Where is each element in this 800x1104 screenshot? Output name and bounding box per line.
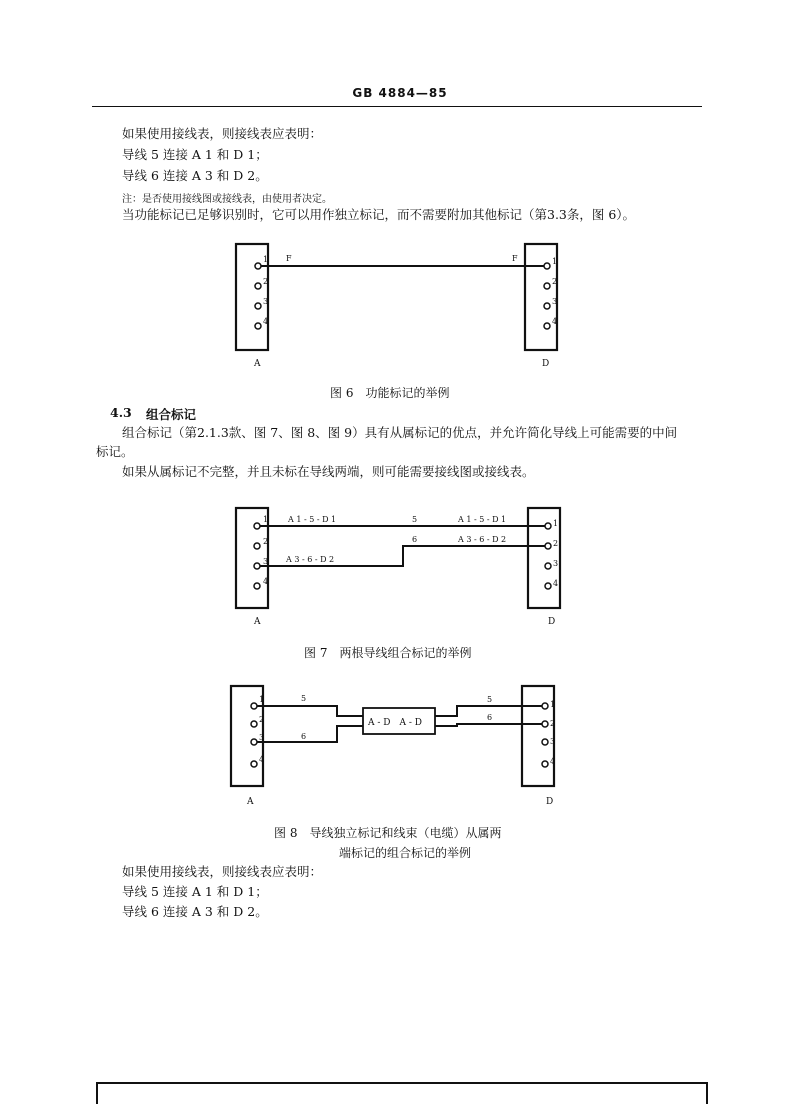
fig6-a-terminal-3: 3 — [263, 297, 269, 306]
fig8-a-terminal-3: 3 — [259, 733, 265, 742]
figure-7-diagram — [230, 504, 580, 629]
fig7-d-terminal-4: 4 — [553, 579, 559, 588]
fig6-d-terminal-2: 2 — [552, 277, 558, 286]
fig8-wire6-right-label: 6 — [487, 713, 493, 722]
fig7-wire5-left-label: A 1 - 5 - D 1 — [288, 515, 337, 524]
fig8-wire5-right-label: 5 — [487, 695, 493, 704]
fig8-a-terminal-4: 4 — [259, 755, 265, 764]
fig7-label-d: D — [548, 617, 556, 627]
intro-note: 注：是否使用接线图或接线表，由使用者决定。 — [122, 194, 332, 205]
fig8-caption-line-1: 图 8 导线独立标记和线束（电缆）从属两 — [274, 826, 502, 840]
fig6-d-terminal-4: 4 — [552, 317, 558, 326]
fig6-caption: 图 6 功能标记的举例 — [330, 386, 450, 400]
outro-line-3: 导线 6 连接 A 3 和 D 2。 — [122, 904, 268, 919]
bottom-frame — [96, 1082, 708, 1104]
figure-8-diagram — [225, 680, 585, 808]
intro-line-2: 导线 5 连接 A 1 和 D 1； — [122, 147, 268, 162]
fig8-label-a: A — [247, 797, 254, 807]
fig7-d-terminal-3: 3 — [553, 559, 559, 568]
fig7-a-terminal-2: 2 — [263, 537, 269, 546]
fig7-wire5-right-label: A 1 - 5 - D 1 — [458, 515, 507, 524]
section-4-3-title: 组合标记 — [146, 407, 197, 422]
section-4-3-para-2: 如果从属标记不完整，并且未标在导线两端，则可能需要接线图或接线表。 — [122, 464, 535, 479]
fig7-label-a: A — [254, 617, 261, 627]
standard-code: GB 4884—85 — [352, 86, 448, 100]
fig8-d-terminal-4: 4 — [550, 757, 556, 766]
fig7-d-terminal-1: 1 — [553, 519, 559, 528]
fig7-a-terminal-3: 3 — [263, 557, 269, 566]
fig7-a-terminal-1: 1 — [263, 515, 269, 524]
fig8-d-terminal-1: 1 — [550, 700, 556, 709]
fig6-label-a: A — [254, 359, 261, 369]
intro-line-1: 如果使用接线表，则接线表应表明： — [122, 126, 323, 141]
fig7-a-terminal-4: 4 — [263, 577, 269, 586]
fig8-wire-6-left — [257, 726, 363, 742]
fig6-a-terminal-2: 2 — [263, 277, 269, 286]
fig7-d-terminal-2: 2 — [553, 539, 559, 548]
fig6-a-terminal-4: 4 — [263, 317, 269, 326]
section-4-3-number: 4.3 — [110, 405, 132, 420]
fig8-a-terminal-2: 2 — [259, 715, 265, 724]
section-4-3-para-1b: 标记。 — [96, 444, 134, 459]
fig7-wire5-mid-label: 5 — [412, 515, 418, 524]
fig8-wire-5-left — [257, 706, 363, 716]
fig8-d-terminal-2: 2 — [550, 719, 556, 728]
fig7-caption: 图 7 两根导线组合标记的举例 — [304, 646, 472, 660]
section-4-3-para-1a: 组合标记（第2.1.3款、图 7、图 8、图 9）具有从属标记的优点，并允许简化导线上可能需要的中间 — [122, 425, 678, 440]
fig8-bundle-label: A - D A - D — [368, 718, 422, 728]
outro-line-2: 导线 5 连接 A 1 和 D 1； — [122, 884, 268, 899]
fig6-d-terminal-1: 1 — [552, 257, 558, 266]
fig6-wire-label-right: F — [512, 254, 518, 263]
fig8-wire5-left-label: 5 — [301, 694, 307, 703]
figure-6-diagram — [230, 240, 580, 370]
fig6-label-d: D — [542, 359, 550, 369]
fig8-label-d: D — [546, 797, 554, 807]
outro-line-1: 如果使用接线表，则接线表应表明： — [122, 864, 323, 879]
header-rule — [92, 106, 702, 107]
fig6-wire-label-left: F — [286, 254, 292, 263]
fig7-wire6-left-label: A 3 - 6 - D 2 — [286, 555, 335, 564]
intro-line-4: 当功能标记已足够识别时，它可以用作独立标记，而不需要附加其他标记（第3.3条，图 6）。 — [122, 207, 636, 222]
fig7-wire6-mid-label: 6 — [412, 535, 418, 544]
fig8-d-terminal-3: 3 — [550, 737, 556, 746]
intro-line-3: 导线 6 连接 A 3 和 D 2。 — [122, 168, 268, 183]
fig6-d-terminal-3: 3 — [552, 297, 558, 306]
fig8-wire-6-right — [435, 724, 542, 726]
fig7-wire6-right-label: A 3 - 6 - D 2 — [458, 535, 507, 544]
fig8-a-terminal-1: 1 — [259, 695, 265, 704]
fig6-a-terminal-1: 1 — [263, 255, 269, 264]
fig8-wire6-left-label: 6 — [301, 732, 307, 741]
fig8-caption-line-2: 端标记的组合标记的举例 — [339, 846, 472, 860]
